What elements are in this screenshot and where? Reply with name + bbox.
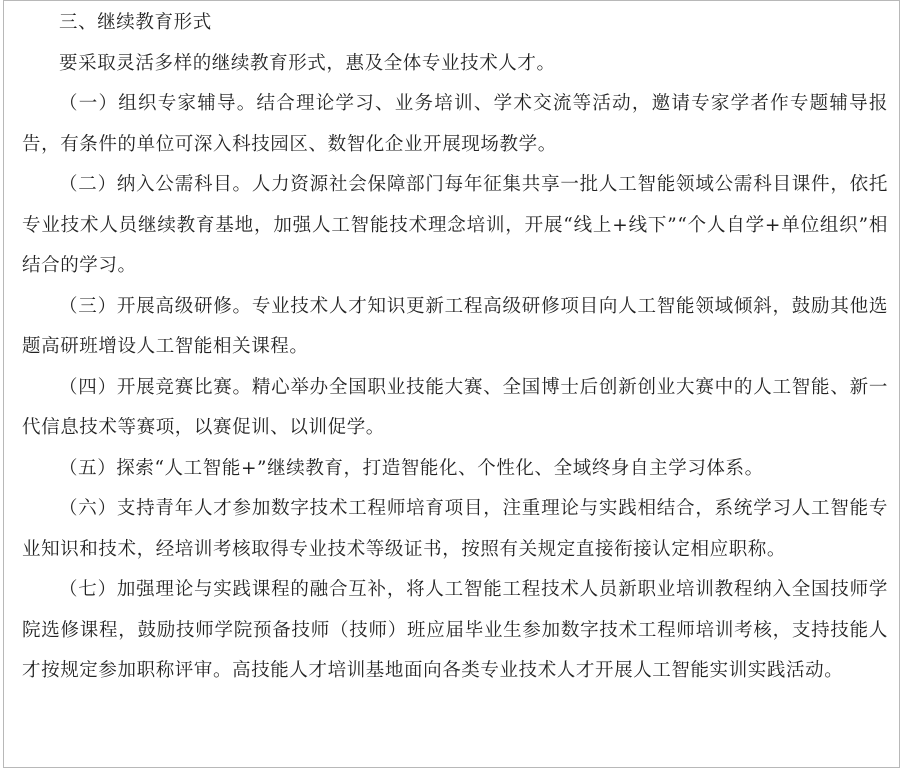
intro-paragraph: 要采取灵活多样的继续教育形式，惠及全体专业技术人才。 (59, 52, 556, 74)
paragraph-item-5: （五）探索“人工智能+”继续教育，打造智能化、个性化、全域终身自主学习体系。 (59, 457, 764, 479)
section-heading: 三、继续教育形式 (59, 12, 212, 33)
paragraph-item-1: （一）组织专家辅导。结合理论学习、业务培训、学术交流等活动，邀请专家学者作专题辅导报告，有条件的单位可深入科技园区、数智化企业开展现场教学。 (22, 93, 888, 155)
paragraph-item-3: （三）开展高级研修。专业技术人才知识更新工程高级研修项目向人工智能领域倾斜，鼓励其他选题高研班增设人工智能相关课程。 (22, 295, 888, 357)
paragraph-item-6: （六）支持青年人才参加数字技术工程师培育项目，注重理论与实践相结合，系统学习人工智能专业知识和技术，经培训考核取得专业技术等级证书，按照有关规定直接衔接认定相应职称。 (22, 498, 888, 560)
paragraph-item-4: （四）开展竞赛比赛。精心举办全国职业技能大赛、全国博士后创新创业大赛中的人工智能、新一代信息技术等赛项，以赛促训、以训促学。 (22, 376, 888, 438)
paragraph-item-7: （七）加强理论与实践课程的融合互补，将人工智能工程技术人员新职业培训教程纳入全国技师学院选修课程，鼓励技师学院预备技师（技师）班应届毕业生参加数字技术工程师培训考核，支持技能人才按规定参加职称评审。高技能人才培训基地面向各类专业技术人才开展人工智能实训实践活动。 (22, 579, 888, 681)
paragraph-item-2: （二）纳入公需科目。人力资源社会保障部门每年征集共享一批人工智能领域公需科目课件，依托专业技术人员继续教育基地，加强人工智能技术理念培训，开展“线上+线下”“个人自学+单位组织”相结合的学习。 (22, 174, 888, 276)
document-frame (3, 0, 900, 768)
document-body (22, 3, 888, 692)
